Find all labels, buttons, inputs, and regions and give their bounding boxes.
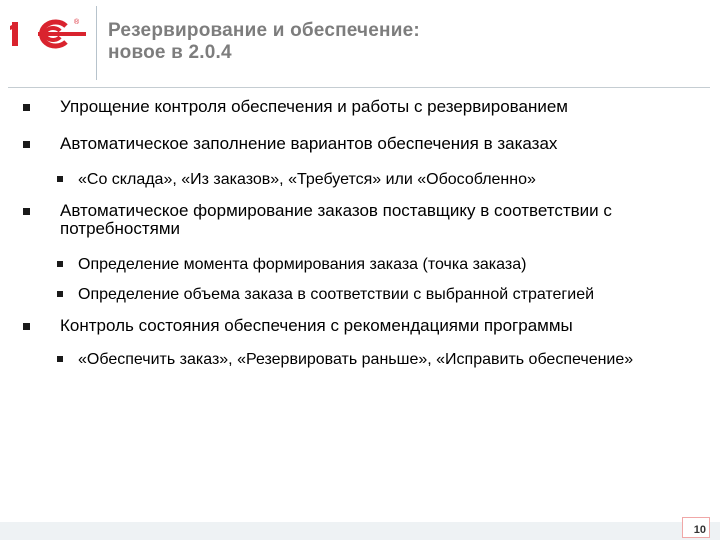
square-bullet-icon [23, 104, 30, 111]
square-bullet-icon [23, 208, 30, 215]
registered-mark: ® [74, 19, 80, 26]
small-square-bullet-icon [57, 261, 63, 267]
list-item: Контроль состояния обеспечения с рекомендациями программы [60, 317, 700, 335]
list-subitem: Определение момента формирования заказа (точка заказа) [78, 255, 700, 274]
header-divider-vertical [96, 6, 97, 80]
page-number: 10 [693, 524, 706, 536]
list-subitem: «Со склада», «Из заказов», «Требуется» или «Обособленно» [78, 170, 700, 189]
list-item: Автоматическое заполнение вариантов обеспечения в заказах [60, 135, 700, 153]
square-bullet-icon [23, 323, 30, 330]
small-square-bullet-icon [57, 356, 63, 362]
small-square-bullet-icon [57, 176, 63, 182]
bullet-list [0, 90, 720, 510]
slide-header [0, 0, 720, 90]
list-item: Упрощение контроля обеспечения и работы с резервированием [60, 98, 700, 116]
list-subitem: Определение объема заказа в соответствии с выбранной стратегией [78, 285, 700, 304]
square-bullet-icon [23, 141, 30, 148]
slide-title [108, 20, 420, 64]
list-item: Автоматическое формирование заказов поставщику в соответствии с потребностями [60, 202, 700, 238]
header-divider-horizontal [8, 87, 710, 88]
page-number-box [682, 517, 710, 538]
1c-logo-icon [8, 14, 88, 54]
list-subitem: «Обеспечить заказ», «Резервировать раньше», «Исправить обеспечение» [78, 350, 638, 369]
footer-bar [0, 522, 720, 540]
title-line-1: Резервирование и обеспечение: [108, 20, 420, 41]
title-line-2: новое в 2.0.4 [108, 42, 232, 63]
small-square-bullet-icon [57, 291, 63, 297]
